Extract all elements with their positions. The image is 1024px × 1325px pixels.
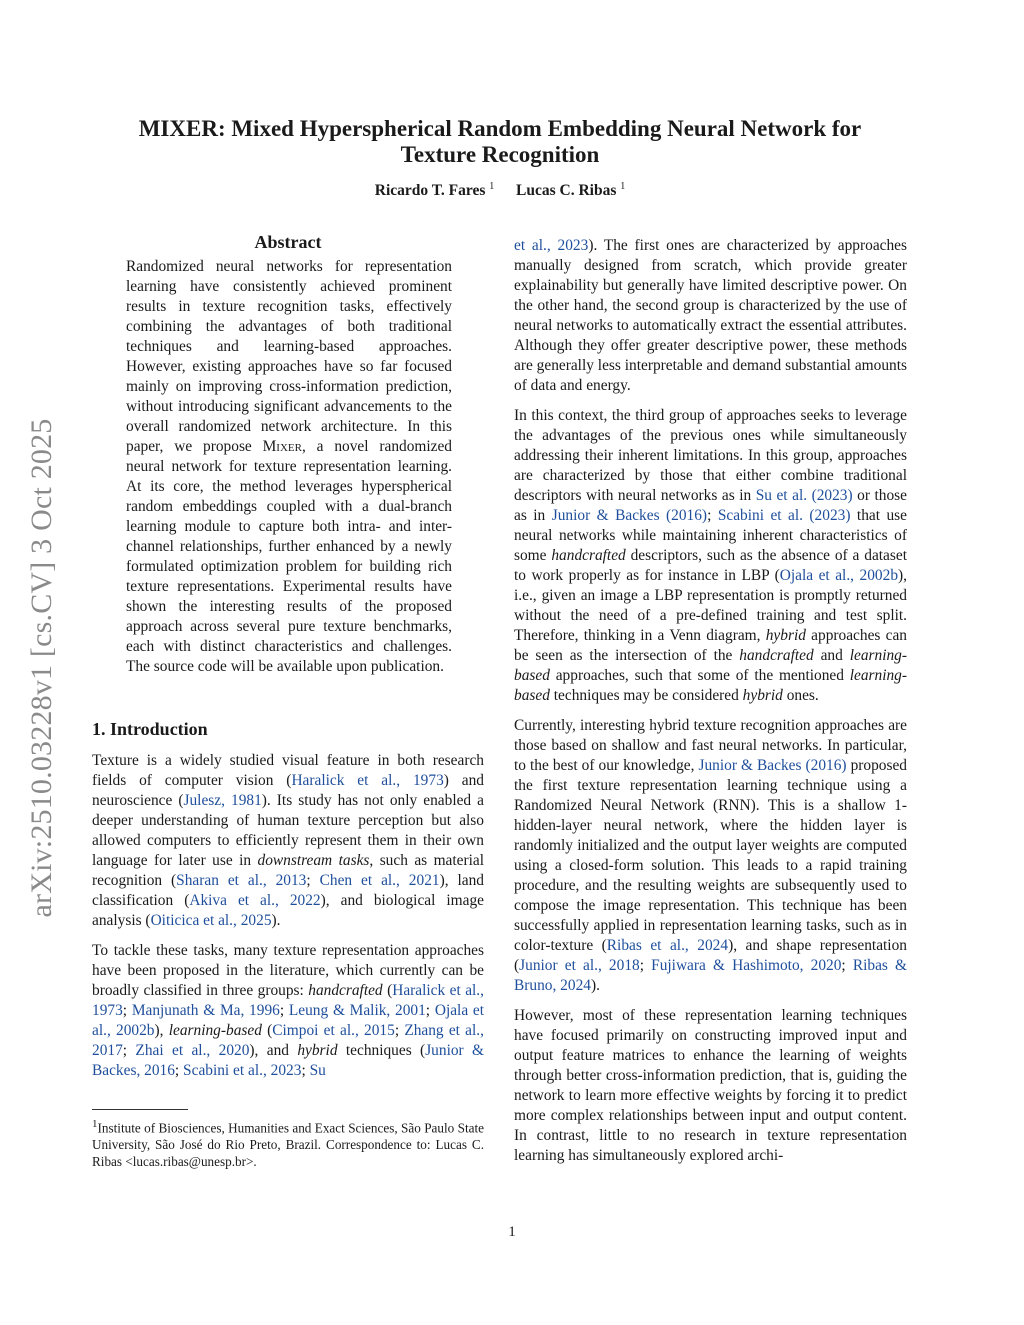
emphasis: handcrafted bbox=[551, 547, 626, 564]
text-run: techniques may be considered bbox=[549, 687, 743, 704]
text-run: or those as in bbox=[514, 487, 907, 524]
citation-link[interactable]: Sharan et al., 2013 bbox=[176, 872, 307, 889]
text-run: ; bbox=[279, 1002, 289, 1019]
text-run: approaches can be seen as the intersection of the bbox=[514, 627, 907, 664]
author-list bbox=[90, 181, 910, 200]
text-run: ; bbox=[174, 1062, 184, 1079]
citation-link[interactable]: Junior & Backes, 2016 bbox=[92, 1042, 484, 1079]
citation-link[interactable]: Manjunath & Ma, 1996 bbox=[131, 1002, 280, 1019]
text-run: and bbox=[813, 647, 850, 664]
text-run: techniques ( bbox=[337, 1042, 426, 1059]
citation-link[interactable]: Junior & Backes (2016) bbox=[698, 757, 847, 774]
text-run: ; bbox=[707, 507, 718, 524]
abstract-text-2: , a novel randomized neural network for texture representation learning. At its core, the method leverages hyperspherical random embeddings coupled with a dual-branch learning module to capture both intra- and inter-channel relationships, further enhanced by a newly formulated optimization problem for building rich texture representations. Experimental results have shown the interesting results of the proposed approach across several pure texture benchmarks, each with distinct characteristics and challenges. The source code will be available upon publication. bbox=[126, 438, 453, 675]
citation-link[interactable]: Ribas & Bruno, 2024 bbox=[514, 957, 907, 994]
text-run: ; bbox=[394, 1022, 405, 1039]
citation-link[interactable]: Ojala et al., 2002b bbox=[779, 567, 899, 584]
text-run: ) and neuroscience ( bbox=[92, 772, 484, 809]
citation-link[interactable]: Scabini et al. (2023) bbox=[717, 507, 851, 524]
emphasis: hybrid bbox=[742, 687, 783, 704]
abstract-heading: Abstract bbox=[254, 232, 322, 252]
body-paragraph bbox=[514, 716, 907, 996]
text-run: ), and bbox=[249, 1042, 298, 1059]
citation-link[interactable]: Haralick et al., 1973 bbox=[291, 772, 444, 789]
citation-link[interactable]: Su bbox=[309, 1062, 326, 1079]
citation-link[interactable]: Zhai et al., 2020 bbox=[135, 1042, 250, 1059]
text-run: ), i.e., given an image a LBP representation is promptly returned without the need of a pre-defined training and test split. Therefore, thinking in a Venn diagram, bbox=[514, 567, 907, 644]
text-run: proposed the first texture representation learning technique using a Randomized Neural Network (RNN). This is a shallow 1-hidden-layer neural network, where the hidden layer is randomly initialized and the output layer weights are computed using a closed-form solution. This leads to a rapid training procedure, and the resulting weights are subsequently used to compose the image representation. This technique has been successfully applied in representation learning tasks, such as in color-texture ( bbox=[514, 757, 907, 954]
citation-link[interactable]: Junior & Backes (2016) bbox=[551, 507, 708, 524]
author-affil-mark: 1 bbox=[620, 181, 626, 192]
intro-paragraph bbox=[92, 941, 484, 1081]
text-run: ones. bbox=[782, 687, 819, 704]
text-run: descriptors, such as the absence of a dataset to work properly as for instance in LBP ( bbox=[514, 547, 907, 584]
footnote-text: Institute of Biosciences, Humanities and Exact Sciences, São Paulo State University, São José do Rio Preto, Brazil. Correspondence to: Lucas C. Ribas <lucas.ribas@unesp.br>. bbox=[92, 1120, 484, 1170]
text-run: , such as material recognition ( bbox=[92, 852, 485, 889]
body-paragraph bbox=[514, 406, 907, 706]
emphasis: handcrafted bbox=[739, 647, 814, 664]
intro-paragraph bbox=[92, 751, 484, 931]
abstract-text-1: Randomized neural networks for representation learning have consistently achieved prominent results in texture recognition tasks, effectively combining the advantages of both traditional techniques and learning-based approaches. However, existing approaches have so far focused mainly on improving cross-information prediction, without introducing significant advancements to the overall randomized network architecture. In this paper, we propose bbox=[126, 258, 452, 455]
paper-title bbox=[90, 116, 910, 168]
citation-link[interactable]: Fujiwara & Hashimoto, 2020 bbox=[651, 957, 842, 974]
text-run: approaches, such that some of the mentioned bbox=[549, 667, 850, 684]
text-run: ; bbox=[841, 957, 853, 974]
text-run: ; bbox=[122, 1002, 132, 1019]
citation-link[interactable]: Su et al. (2023) bbox=[755, 487, 853, 504]
citation-link[interactable]: Scabini et al., 2023 bbox=[183, 1062, 302, 1079]
citation-link[interactable]: Ribas et al., 2024 bbox=[606, 937, 729, 954]
text-run: Currently, interesting hybrid texture recognition approaches are those based on shallow and fast neural networks. In particular, to the best of our knowledge, bbox=[514, 717, 907, 774]
title-line-1: MIXER: Mixed Hyperspherical Random Embedding Neural Network for bbox=[138, 116, 862, 141]
footnote-mark: 1 bbox=[92, 1118, 98, 1130]
emphasis: learning-based bbox=[168, 1022, 262, 1039]
citation-link[interactable]: Oiticica et al., 2025 bbox=[150, 912, 272, 929]
body-paragraph bbox=[514, 236, 907, 396]
citation-link[interactable]: Cimpoi et al., 2015 bbox=[272, 1022, 395, 1039]
text-run: ( bbox=[382, 982, 393, 999]
emphasis: learning-based bbox=[514, 667, 907, 704]
text-run: ), and biological image analysis ( bbox=[92, 892, 484, 929]
page-number: 1 bbox=[508, 1224, 516, 1240]
emphasis: learning-based bbox=[514, 647, 907, 684]
arxiv-stamp bbox=[22, 388, 62, 948]
citation-link[interactable]: Zhang et al., 2017 bbox=[92, 1022, 484, 1059]
text-run: ), and shape representation ( bbox=[514, 937, 907, 974]
citation-link[interactable]: Haralick et al., 1973 bbox=[92, 982, 484, 1019]
text-run: ). The first ones are characterized by approaches manually designed from scratch, which provide greater explainability but generally have limited descriptive power. On the other hand, the second group is characterized by the use of neural networks to automatically extract the essential attributes. Although they offer greater descriptive power, these methods are generally less interpretable and demand substantial amounts of data and energy. bbox=[514, 237, 908, 394]
abstract-body bbox=[126, 257, 452, 677]
text-run: ), bbox=[154, 1022, 169, 1039]
title-line-2: Texture Recognition bbox=[400, 142, 600, 167]
footnote-rule bbox=[92, 1109, 188, 1110]
citation-link[interactable]: Leung & Malik, 2001 bbox=[288, 1002, 426, 1019]
text-run: ). bbox=[590, 977, 600, 994]
text-run: To tackle these tasks, many texture representation approaches have been proposed in the literature, which currently can be broadly classified in three groups: bbox=[92, 942, 484, 999]
author-affil-mark: 1 bbox=[489, 181, 495, 192]
text-run: ). Its study has not only enabled a deeper understanding of human texture perception but also allowed computers to efficiently represent them in their own language for later use in bbox=[92, 792, 484, 869]
text-run: ; bbox=[301, 1062, 310, 1079]
citation-link[interactable]: Ojala et al., 2002b bbox=[92, 1002, 485, 1039]
emphasis: hybrid bbox=[765, 627, 806, 644]
author-name: Ricardo T. Fares bbox=[374, 182, 486, 200]
right-column bbox=[514, 236, 907, 1176]
text-run: ; bbox=[639, 957, 652, 974]
text-run: ; bbox=[425, 1002, 435, 1019]
text-run: ). bbox=[271, 912, 281, 929]
intro-heading: 1. Introduction bbox=[92, 719, 208, 739]
text-run: ; bbox=[306, 872, 320, 889]
footnote bbox=[92, 1109, 484, 1170]
citation-link[interactable]: Akiva et al., 2022 bbox=[189, 892, 321, 909]
body-paragraph bbox=[514, 1006, 907, 1166]
text-run: that use neural networks while maintaining inherent characteristics of some bbox=[514, 507, 907, 564]
citation-link[interactable]: Julesz, 1981 bbox=[183, 792, 262, 809]
arxiv-stamp-text: arXiv:2510.03228v1 [cs.CV] 3 Oct 2025 bbox=[25, 418, 58, 918]
text-run: In this context, the third group of approaches seeks to leverage the advantages of the previous ones while simultaneously addressing their inherent limitations. In this group, approaches are characterized by those that either combine traditional descriptors with neural networks as in bbox=[514, 407, 907, 504]
author-name: Lucas C. Ribas bbox=[516, 182, 617, 200]
citation-link[interactable]: Chen et al., 2021 bbox=[319, 872, 440, 889]
emphasis: handcrafted bbox=[308, 982, 383, 999]
text-run: ), land classification ( bbox=[92, 872, 484, 909]
method-name: Mixer bbox=[262, 438, 302, 455]
emphasis: hybrid bbox=[297, 1042, 338, 1059]
citation-link[interactable]: Junior et al., 2018 bbox=[519, 957, 640, 974]
citation-link[interactable]: et al., 2023 bbox=[514, 237, 589, 254]
emphasis: downstream tasks bbox=[257, 852, 370, 869]
text-run: However, most of these representation learning techniques have focused primarily on constructing improved input and output feature matrices to enhance the learning of weights through better cross-information prediction, that is, guiding the network to learn more effective weights by forcing it to predict more complex relationships between input and output content. In contrast, little to no research in texture representation learning has simultaneously explored archi- bbox=[514, 1007, 907, 1164]
text-run: ( bbox=[261, 1022, 273, 1039]
text-run: ; bbox=[122, 1042, 136, 1059]
text-run: Texture is a widely studied visual feature in both research fields of computer vision ( bbox=[92, 752, 484, 789]
left-column bbox=[92, 232, 484, 1091]
